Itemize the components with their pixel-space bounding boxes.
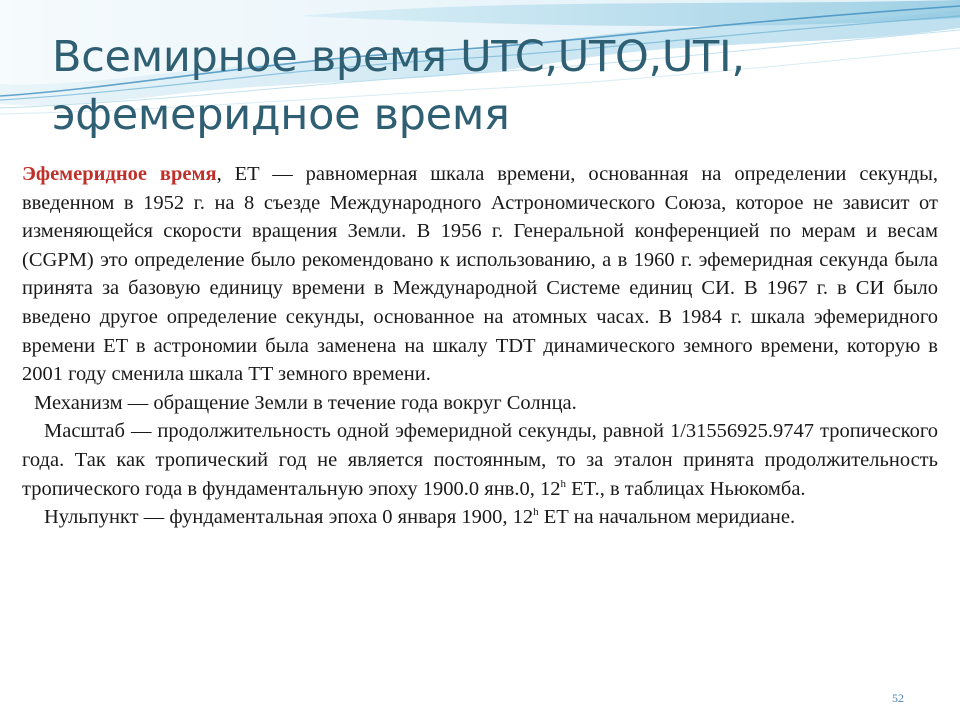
- paragraph-definition: [22, 160, 938, 389]
- paragraph-scale: [22, 417, 938, 503]
- scale-text: Масштаб — продолжительность одной эфемеридной секунды, равной 1/31556925.9747 тропического года. Так как тропический год не является постоянным, то за эталон принята продолжительность тропического года в фундаментальную эпоху 1900.0 янв.0, 12: [22, 420, 938, 500]
- zero-point-text-end: ET на начальном меридиане.: [538, 506, 796, 529]
- mechanism-text: Механизм — обращение Земли в течение года вокруг Солнца.: [34, 391, 577, 414]
- slide-title-line-1: Всемирное время UTC,UTO,UTI,: [52, 32, 745, 82]
- slide-title: [52, 28, 932, 144]
- page-number: 52: [892, 691, 904, 705]
- paragraph-mechanism: [22, 389, 938, 418]
- slide-body: [22, 160, 938, 532]
- highlighted-term: Эфемеридное время: [22, 163, 217, 185]
- zero-point-text: Нульпункт — фундаментальная эпоха 0 января 1900, 12: [44, 506, 534, 529]
- hour-superscript: h: [560, 477, 566, 490]
- paragraph-zero-point: [22, 503, 938, 532]
- definition-text: , ET — равномерная шкала времени, основанная на определении секунды, введенном в 1952 г. на 8 съезде Международного Астрономического Союза, которое не зависит от изменяющейся скорости вращения Земли. В 1956 г. Генеральной конференцией по мерам и весам (CGPM) это определение было рекомендовано к использованию, а в 1960 г. эфемеридная секунда была принята за базовую единицу времени в Международной Системе единиц СИ. В 1967 г. в СИ было введено другое определение секунды, основанное на атомных часах. В 1984 г. шкала эфемеридного времени ET в астрономии была заменена на шкалу TDT динамического земного времени, которую в 2001 году сменила шкала TT земного времени.: [22, 163, 938, 386]
- scale-text-end: ET., в таблицах Ньюкомба.: [565, 477, 806, 500]
- hour-superscript: h: [533, 506, 539, 519]
- slide-title-line-2: эфемеридное время: [52, 90, 510, 140]
